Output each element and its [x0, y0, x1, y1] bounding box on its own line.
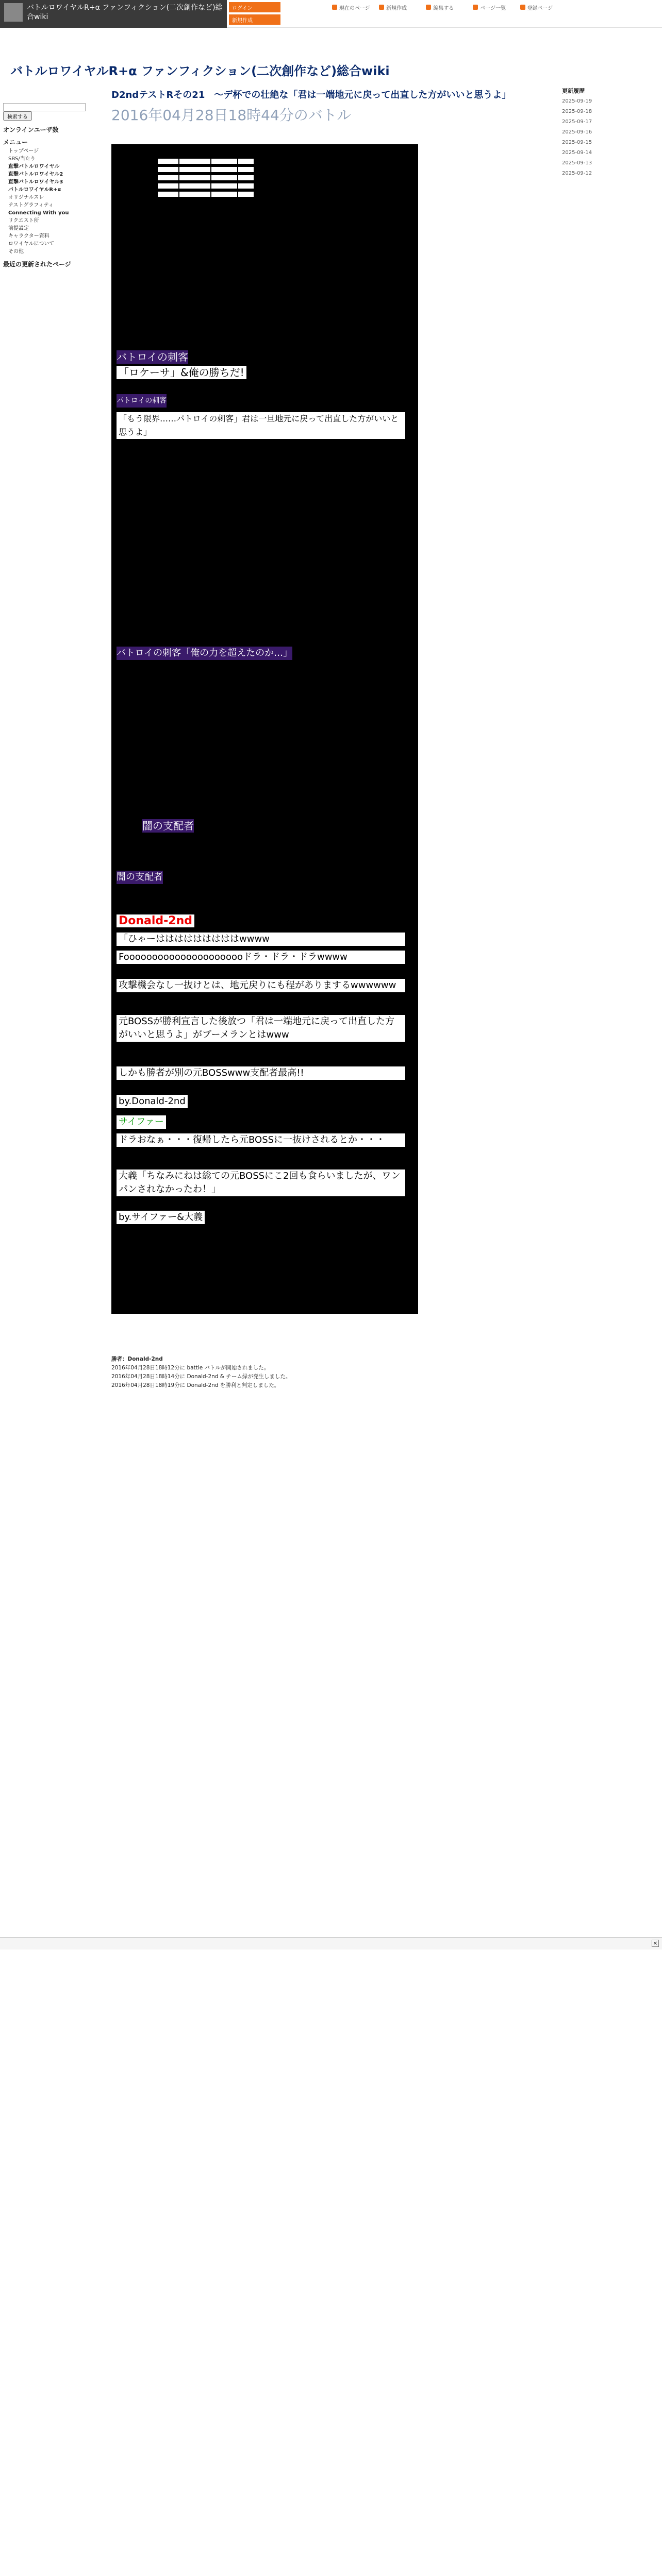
menu-item[interactable]: SBS/当たり [8, 156, 36, 162]
cell [238, 175, 254, 180]
right-sidebar [562, 88, 655, 177]
update-date: 2025-09-12 [562, 171, 592, 176]
close-icon[interactable]: × [652, 1940, 659, 1947]
update-date: 2025-09-13 [562, 160, 592, 166]
speech-6: 闇の支配者 [142, 820, 194, 832]
speech-4: 「もう限界……パトロイの刺客」君は一旦地元に戻って出直した方がいいと思うよ」 [117, 412, 405, 439]
tool-label: 登録ページ [527, 5, 553, 11]
tool-link[interactable] [520, 1, 566, 13]
speech-8: 「ひゃーはははははははははwwww [117, 933, 405, 946]
cell [158, 183, 178, 189]
search-input[interactable] [3, 103, 86, 111]
cell [211, 192, 237, 197]
log-line: 2016年04月28日18時19分に Donald-2nd を勝利と判定しました。 [111, 1382, 280, 1388]
cell [179, 175, 210, 180]
speech-11: 元BOSSが勝利宣言した後放つ「君は一端地元に戻って出直した方がいいと思うよ」がブーメランとはwww [117, 1015, 405, 1042]
menu-list [3, 148, 104, 256]
update-date: 2025-09-17 [562, 119, 592, 125]
orange-buttons [227, 0, 283, 27]
log-line: 勝者：Donald-2nd [111, 1356, 163, 1362]
cell [179, 183, 210, 189]
menu-item[interactable]: バトルロワイヤルR+α [8, 187, 61, 193]
table-row [158, 175, 312, 180]
menu-item[interactable]: その他 [8, 249, 24, 255]
left-sidebar [3, 103, 104, 270]
cell [211, 183, 237, 189]
cell [158, 167, 178, 172]
tool-link[interactable] [379, 1, 425, 13]
menu-item[interactable]: 直撃バトルロワイヤル3 [8, 179, 63, 185]
tool-label: 編集する [433, 5, 454, 11]
update-date: 2025-09-16 [562, 129, 592, 135]
tool-label: 現在のページ [339, 5, 370, 11]
cell [238, 159, 254, 164]
battle-panel [111, 144, 418, 1314]
speech-15: ドラおなぁ・・・復帰したら元BOSSに一抜けされるとか・・・ [117, 1133, 405, 1147]
site-logo-icon [4, 3, 23, 22]
menu-item[interactable]: Connecting With you [8, 210, 69, 216]
speech-5: バトロイの刺客「俺の力を超えたのか…」 [117, 647, 292, 660]
speech-3: パトロイの刺客 [117, 394, 167, 408]
cell [158, 192, 178, 197]
ad-bar [0, 1937, 662, 1950]
speech-17: by.サイファー&大義 [117, 1211, 205, 1224]
login-button[interactable]: ログイン [229, 2, 280, 12]
site-brand[interactable] [0, 0, 227, 28]
cell [179, 159, 210, 164]
main-content [111, 88, 539, 125]
menu-item[interactable]: キャラクター資料 [8, 233, 49, 239]
cell [158, 175, 178, 180]
speech-7: 闇の支配者 [117, 871, 163, 884]
page-title: D2ndテストRその21 〜デ杯での壮絶な「君は一端地元に戻って出直した方がいいと思うよ」 [111, 90, 511, 100]
update-date: 2025-09-14 [562, 150, 592, 156]
updates-title: 更新履歴 [562, 88, 585, 94]
brand-text: バトルロワイヤルR+α ファンフィクション(二次創作など)総合wiki [27, 4, 223, 21]
user-icon [520, 5, 525, 10]
speech-1: バトロイの刺客 [117, 351, 188, 363]
menu-item[interactable]: ロワイヤルについて [8, 241, 55, 247]
speech-9: Foooooooooooooooooooooドラ・ドラ・ドラwwww [117, 951, 405, 964]
cell [211, 175, 237, 180]
search-button[interactable]: 検索する [3, 111, 32, 121]
menu-item[interactable]: 直撃バトルロワイヤル2 [8, 172, 63, 177]
table-row [158, 159, 312, 164]
table-row [158, 183, 312, 189]
table-row [158, 167, 312, 172]
plus-icon [379, 5, 384, 10]
speech-14: サイファー [117, 1115, 166, 1129]
page-icon [332, 5, 337, 10]
update-date: 2025-09-19 [562, 98, 592, 104]
toolbar-links [330, 0, 662, 14]
speech-13: by.Donald-2nd [117, 1095, 188, 1108]
menu-item[interactable]: オリジナルスレ [8, 195, 44, 200]
cell [238, 183, 254, 189]
cell [179, 167, 210, 172]
cell [179, 192, 210, 197]
online-label: オンラインユーザ数 [3, 126, 59, 133]
battle-date: 2016年04月28日18時44分のバトル [111, 107, 352, 124]
menu-title: メニュー [3, 139, 28, 146]
menu-item[interactable]: 直撃バトルロワイヤル [8, 164, 60, 170]
cell [238, 192, 254, 197]
tool-link[interactable] [473, 1, 519, 13]
cell [238, 167, 254, 172]
menu-item[interactable]: 前提設定 [8, 226, 29, 231]
tool-link[interactable] [332, 1, 378, 13]
table-row [158, 192, 312, 197]
tool-label: 新規作成 [386, 5, 407, 11]
menu-item[interactable]: テストグラフィティ [8, 202, 54, 208]
log-line: 2016年04月28日18時12分に battle バトルが開始されました。 [111, 1365, 270, 1371]
status-table [158, 159, 312, 200]
log-line: 2016年04月28日18時14分に Donald-2nd & チーム緑が発生しました。 [111, 1374, 291, 1380]
cell [158, 159, 178, 164]
update-date: 2025-09-15 [562, 140, 592, 145]
menu-item[interactable]: トップページ [8, 148, 39, 154]
speech-12: しかも勝者が別の元BOSSwww支配者最高!! [117, 1066, 405, 1080]
cell [211, 167, 237, 172]
site-title[interactable]: バトルロワイヤルR+α ファンフィクション(二次創作など)総合wiki [10, 64, 390, 78]
winner-name: Donald-2nd [117, 914, 194, 927]
edit-icon [426, 5, 431, 10]
create-button[interactable]: 新規作成 [229, 14, 280, 25]
speech-16: 大義「ちなみにねは総ての元BOSSにこ2回も食らいましたが、ワンパンされなかったわ！」 [117, 1170, 405, 1196]
tool-label: ページ一覧 [480, 5, 506, 11]
tool-link[interactable] [426, 1, 472, 13]
update-date: 2025-09-18 [562, 109, 592, 114]
top-bar [0, 0, 662, 28]
list-icon [473, 5, 478, 10]
speech-2: 「ロケーサ」&俺の勝ちだ! [117, 366, 246, 379]
cell [211, 159, 237, 164]
speech-10: 攻撃機会なし一抜けとは、地元戻りにも程がありまするwwwwww [117, 979, 405, 992]
battle-log [111, 1355, 641, 1390]
recent-title: 最近の更新されたページ [3, 261, 71, 268]
menu-item[interactable]: リクエスト所 [8, 218, 39, 224]
